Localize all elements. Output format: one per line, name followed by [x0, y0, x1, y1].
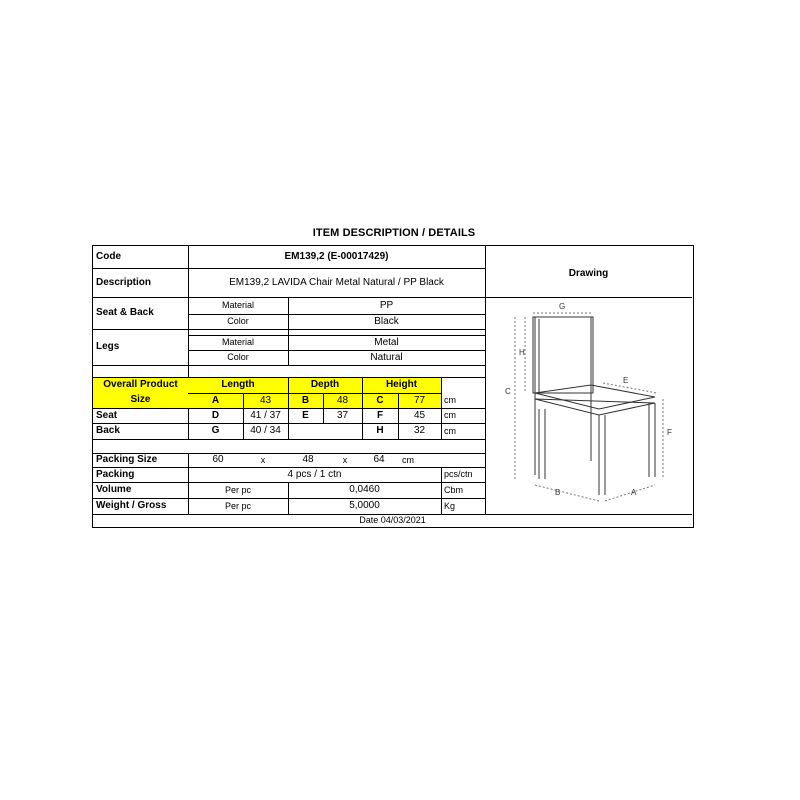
packing-size-x2: x: [342, 454, 348, 465]
row-line: [93, 467, 485, 468]
legs-material-label: Material: [221, 337, 254, 347]
column-line: [323, 393, 324, 423]
drawing-label-h: H: [519, 348, 525, 357]
seat-back-color-value: Black: [374, 315, 399, 327]
column-line: [441, 377, 442, 439]
column-line: [288, 482, 289, 514]
weight-unit: Kg: [444, 500, 456, 511]
dim-f-value: 45: [413, 409, 426, 421]
dim-f-label: F: [376, 409, 384, 421]
row-line: [485, 297, 692, 298]
column-line: [188, 453, 189, 514]
column-line: [188, 246, 189, 377]
back-unit: cm: [444, 425, 456, 436]
legs-material-value: Metal: [374, 336, 399, 348]
drawing-caption: Drawing: [568, 268, 609, 279]
column-line: [398, 393, 399, 439]
overall-size-label-line1: Overall Product: [103, 379, 178, 390]
row-line: [93, 365, 485, 366]
row-line: [188, 335, 485, 336]
document-title: ITEM DESCRIPTION / DETAILS: [312, 227, 476, 239]
overall-unit: cm: [444, 395, 456, 405]
row-line: [93, 482, 485, 483]
volume-value: 0,0460: [349, 484, 380, 495]
weight-label: Weight / Gross: [96, 500, 167, 511]
overall-size-label: [93, 377, 188, 408]
seat-back-material-label: Material: [221, 300, 254, 310]
column-line: [288, 297, 289, 365]
dim-e-value: 37: [336, 409, 349, 421]
row-line: [93, 268, 485, 269]
code-value: EM139,2 (E-00017429): [284, 251, 389, 262]
height-header: Height: [362, 377, 441, 393]
drawing-label-c: C: [505, 387, 511, 396]
packing-size-height: 64: [373, 454, 385, 465]
drawing-label-f: F: [667, 428, 672, 437]
column-line: [243, 393, 244, 439]
back-label: Back: [96, 425, 120, 436]
dim-b-label: B: [288, 393, 323, 408]
seat-unit: cm: [444, 410, 456, 420]
dim-g-label: G: [211, 425, 220, 436]
drawing-label-b: B: [555, 488, 561, 497]
seat-back-material-value: PP: [379, 299, 394, 311]
overall-size-label-line2: Size: [130, 394, 151, 405]
legs-color-value: Natural: [370, 351, 403, 363]
drawing-label-a: A: [631, 488, 637, 497]
item-spec-sheet: [92, 245, 694, 528]
row-line: [93, 439, 485, 440]
dim-h-value: 32: [413, 425, 426, 436]
row-line: [93, 423, 485, 424]
packing-unit: pcs/ctn: [444, 469, 473, 479]
code-label: Code: [96, 251, 121, 262]
drawing-label-e: E: [623, 376, 629, 385]
dim-h-label: H: [376, 425, 384, 436]
legs-label: Legs: [96, 341, 120, 352]
length-header: Length: [188, 377, 288, 393]
date-footer: Date 04/03/2021: [359, 515, 426, 525]
column-line: [485, 246, 486, 514]
row-line: [188, 393, 441, 394]
row-line: [93, 408, 485, 409]
volume-unit: Cbm: [444, 484, 464, 495]
chair-seat: [535, 385, 655, 409]
seat-back-color-label: Color: [227, 316, 249, 326]
packing-size-unit: cm: [402, 454, 414, 465]
dim-d-value: 41 / 37: [250, 409, 281, 421]
depth-header: Depth: [288, 377, 362, 393]
volume-label: Volume: [96, 484, 132, 495]
drawing-label-g: G: [559, 302, 566, 311]
row-line: [188, 350, 485, 351]
dim-e-label: E: [302, 409, 309, 421]
row-line: [93, 514, 692, 515]
column-line: [288, 377, 289, 439]
packing-size-length: 60: [212, 454, 224, 465]
row-line: [93, 453, 485, 454]
row-line: [93, 498, 485, 499]
column-line: [188, 408, 189, 439]
column-line: [362, 377, 363, 439]
weight-per: Per pc: [224, 500, 251, 511]
dim-d-label: D: [211, 409, 220, 421]
row-line: [93, 377, 485, 378]
legs-color-label: Color: [227, 352, 249, 362]
packing-size-x1: x: [260, 454, 266, 465]
row-line: [93, 297, 485, 298]
packing-size-label: Packing Size: [96, 454, 158, 465]
dim-b-value: 48: [323, 393, 362, 408]
chair-backrest: [533, 317, 593, 393]
dim-g-value: 40 / 34: [250, 425, 281, 436]
volume-per: Per pc: [224, 484, 251, 495]
dim-c-label: C: [362, 393, 398, 408]
seat-label: Seat: [96, 409, 118, 421]
description-label: Description: [96, 276, 152, 288]
seat-back-label: Seat & Back: [96, 307, 154, 318]
dim-c-value: 77: [398, 393, 441, 408]
chair-seat-edge: [535, 399, 655, 415]
packing-label: Packing: [96, 468, 135, 480]
dim-a-value: 43: [243, 393, 288, 408]
chair-drawing: [495, 299, 687, 509]
row-line: [93, 329, 485, 330]
weight-value: 5,0000: [349, 500, 380, 511]
column-line: [441, 467, 442, 514]
packing-value: 4 pcs / 1 ctn: [287, 468, 342, 480]
dimension-line-b: [535, 485, 599, 501]
dimension-line-a: [605, 485, 655, 501]
dimension-line-e: [603, 383, 657, 393]
row-line: [188, 314, 485, 315]
dim-a-label: A: [188, 393, 243, 408]
packing-size-width: 48: [302, 454, 314, 465]
description-value: EM139,2 LAVIDA Chair Metal Natural / PP Black: [229, 276, 444, 288]
